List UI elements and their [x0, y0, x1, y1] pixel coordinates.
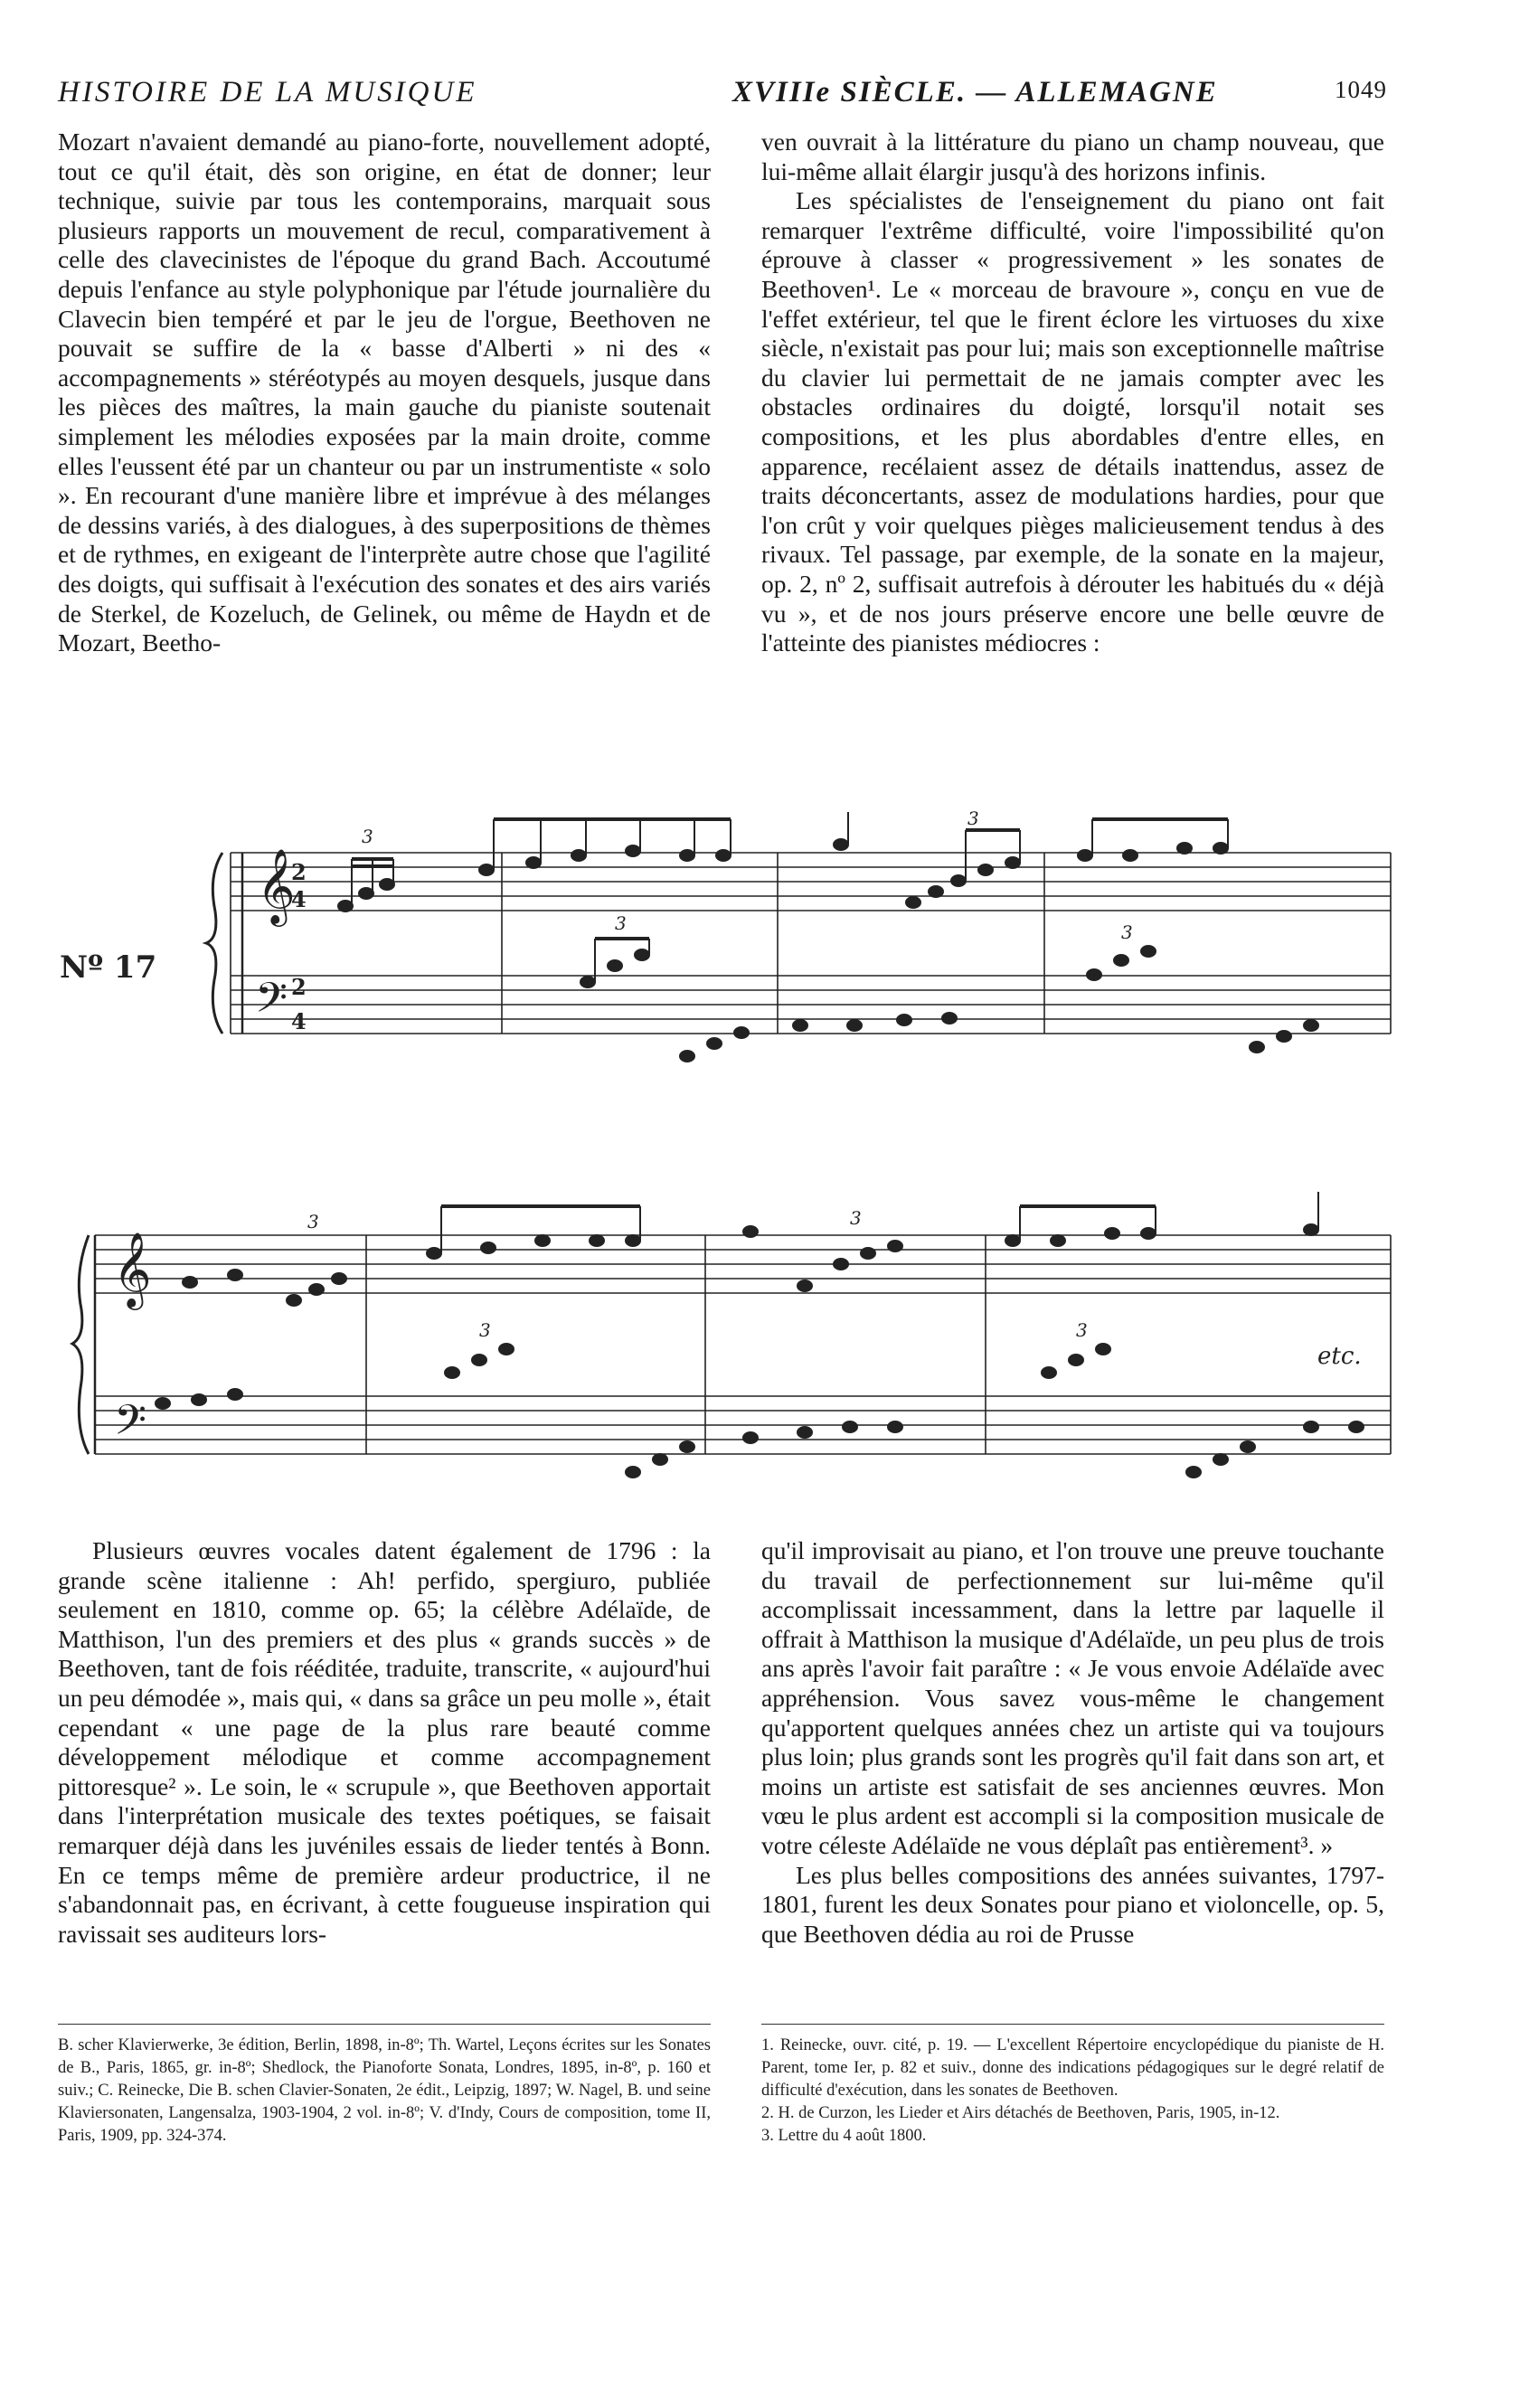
- svg-text:3: 3: [1121, 921, 1133, 943]
- svg-text:3: 3: [479, 1319, 491, 1341]
- page-number: 1049: [1335, 76, 1387, 103]
- treble-clef: 𝄞: [257, 847, 296, 923]
- svg-text:3: 3: [967, 807, 979, 829]
- header-section-title: XVIIIe SIÈCLE. — ALLEMAGNE: [732, 76, 1218, 109]
- time-signature: 2: [291, 859, 307, 885]
- svg-text:4: 4: [291, 886, 307, 912]
- body-paragraph: Les plus belles compositions des années suivantes, 1797-1801, furent les deux Sonates pour piano et violoncelle, op. 5, que Beethoven dédia au roi de Prusse: [761, 1860, 1384, 1948]
- svg-text:3: 3: [362, 826, 373, 847]
- body-paragraph: Les spécialistes de l'enseignement du piano ont fait remarquer l'extrême difficulté, voire l'impossibilité qu'on éprouve à classer « progressivement » les sonates de Beethoven¹. Le « morceau de bravoure », conçu en vue de l'effet extérieur, tel que le firent éclore les virtuoses du xixe siècle, n'existait pas pour lui; mais son exceptionnelle maîtrise du clavier lui permettait de ne jamais compter avec les obstacles ordinaires du doigté, lorsqu'il notait ses compositions, et les plus abordables d'entre elles, en apparence, recélaient assez de détails inattendus, assez de traits déconcertants, assez de modulations hardies, pour que l'on crût y voir quelques pièges malicieusement tendus à des rivaux. Tel passage, par exemple, de la sonate en la majeur, op. 2, nº 2, suffisait autrefois à dérouter les habitués du « déjà vu », et de nos jours préserve encore une belle œuvre de l'atteinte des pianistes médiocres :: [761, 186, 1384, 657]
- footnote-3: 3. Lettre du 4 août 1800.: [761, 2127, 927, 2145]
- body-paragraph: Mozart n'avaient demandé au piano-forte, nouvellement adopté, tout ce qu'il était, dès son origine, en état de donner; leur technique, suivie par tous les contemporains, marquait sous plusieurs rapports un mouvement de recul, comparativement à celle des clavecinistes de l'époque du grand Bach. Accoutumé depuis l'enfance au style polyphonique par l'étude journalière du Clavecin bien tempéré et par le jeu de l'orgue, Beethoven ne pouvait se suffire de la « basse d'Alberti » ni des « accompagnements » stéréotypés au moyen desquels, jusque dans les pièces des maîtres, la main gauche du pianiste soutenait simplement les mélodies exposées par la main droite, comme elles l'eussent été par un chanteur ou par un instrumentiste « solo ». En recourant d'une manière libre et imprévue à des mélanges de dessins variés, à des dialogues, à des superpositions de thèmes et de rythmes, en exigeant de l'interprète autre chose que l'agilité des doigts, qui suffisait à l'exécution des sonates et des airs variés de Sterkel, de Kozeluch, de Gelinek, ou même de Haydn et de Mozart, Beetho-: [58, 127, 711, 657]
- body-paragraph: qu'il improvisait au piano, et l'on trouve une preuve touchante du travail de perfectionnement sur lui-même qu'il accomplissait incessamment, dans la lettre par laquelle il offrait à Matthison la musique d'Adélaïde, un peu plus de trois ans après l'avoir fait paraître : « Je vous envoie Adélaïde avec appréhension. Vous savez vous-même le changement qu'apportent quelques années chez un artiste qui va toujours plus loin; plus grands sont les progrès qu'il fait dans son art, et moins un artiste est satisfait de ses anciennes œuvres. Mon vœu le plus ardent est accompli si la composition musicale de votre céleste Adélaïde ne vous déplaît pas entièrement³. »: [761, 1536, 1384, 1859]
- running-header: [58, 76, 1387, 116]
- figure-label: Nº 17: [60, 949, 157, 986]
- footnote-1: 1. Reinecke, ouvr. cité, p. 19. — L'excellent Répertoire encyclopédique du pianiste de H. Parent, tome Ier, p. 82 et suiv., donne des indications pédagogiques sur le degré relatif de difficulté d'exécution, dans les sonates de Beethoven.: [761, 2036, 1384, 2100]
- etc-label: etc.: [1317, 1343, 1362, 1370]
- staff-lines: [231, 853, 1391, 1034]
- svg-text:3: 3: [307, 1211, 319, 1232]
- footnote-2: 2. H. de Curzon, les Lieder et Airs détachés de Beethoven, Paris, 1905, in-12.: [761, 2104, 1280, 2122]
- svg-text:3: 3: [1076, 1319, 1088, 1341]
- music-example: [54, 803, 1392, 1517]
- svg-text:2: 2: [291, 974, 307, 1000]
- footnote: B. scher Klavierwerke, 3e édition, Berlin, 1898, in-8º; Th. Wartel, Leçons écrites sur les Sonates de B., Paris, 1865, gr. in-8º; Shedlock, the Pianoforte Sonata, Londres, 1895, in-8º, p. 160 et suiv.; C. Reinecke, Die B. schen Clavier-Sonaten, 2e édit., Leipzig, 1897; W. Nagel, B. und seine Klaviersonaten, Langensalza, 1903-1904, 2 vol. in-8º; V. d'Indy, Cours de composition, tome II, Paris, 1909, pp. 324-374.: [58, 2036, 711, 2145]
- footnotes-right: [761, 2035, 1384, 2148]
- footnotes-left: [58, 2035, 711, 2148]
- header-book-title: HISTOIRE DE LA MUSIQUE: [58, 76, 477, 109]
- footnote-divider: [761, 2024, 1384, 2025]
- treble-clef: 𝄞: [113, 1231, 152, 1307]
- svg-text:3: 3: [615, 912, 627, 934]
- footnote-divider: [58, 2024, 711, 2025]
- text-column-1: [58, 127, 711, 658]
- bass-clef: 𝄢: [114, 1396, 147, 1455]
- text-column-2: [761, 127, 1384, 658]
- body-paragraph: Plusieurs œuvres vocales datent également de 1796 : la grande scène italienne : Ah! perfido, spergiuro, publiée seulement en 1810, comme op. 65; la célèbre Adélaïde, de Matthison, l'un des premiers et des plus « grands succès » de Beethoven, tant de fois rééditée, traduite, transcrite, « aujourd'hui un peu démodée », mais qui, « dans sa grâce un peu molle », était cependant « une page de la plus rare beauté comme développement mélodique et comme accompagnement pittoresque² ». Le soin, le « scrupule », que Beethoven apportait dans l'interprétation musicale des textes poétiques, se faisait remarquer déjà dans les juvéniles essais de lieder tentés à Bonn. En ce temps même de première ardeur productrice, il ne s'abandonnait pas, en écrivant, à cette fougueuse inspiration qui ravissait ses auditeurs lors-: [58, 1536, 711, 1948]
- svg-text:3: 3: [850, 1207, 862, 1229]
- svg-text:4: 4: [291, 1008, 307, 1034]
- text-column-3: [58, 1536, 711, 1949]
- notes: [156, 812, 1364, 1478]
- text-column-4: [761, 1536, 1384, 1949]
- body-paragraph: ven ouvrait à la littérature du piano un champ nouveau, que lui-même allait élargir jusqu'à des horizons infinis.: [761, 127, 1384, 185]
- bass-clef: 𝄢: [255, 974, 288, 1033]
